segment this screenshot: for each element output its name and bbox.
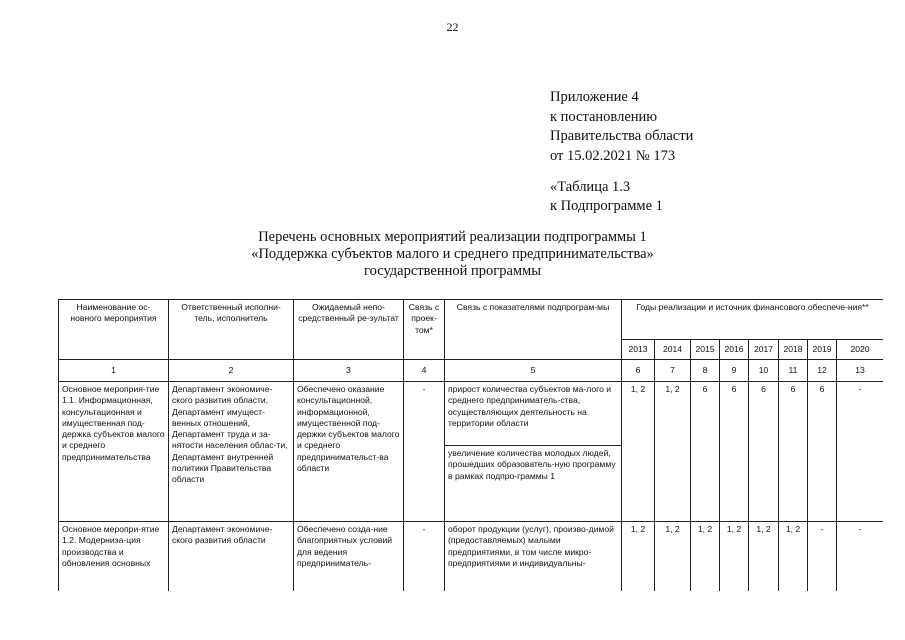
column-number: 5	[445, 360, 622, 382]
table-row	[59, 522, 884, 592]
event-name-cell: Основное меропри-ятие 1.2. Модерниза-ция производства и обновления основных	[59, 522, 169, 592]
column-number: 1	[59, 360, 169, 382]
year-value-cell: 1, 2	[655, 522, 691, 592]
event-name-cell: Основное мероприя-тие 1.1. Информационная, консультационная и имущественная под-держка субъектов малого и среднего предпринимательства	[59, 382, 169, 522]
column-number: 3	[294, 360, 404, 382]
column-number: 7	[655, 360, 691, 382]
project-link-cell: -	[404, 522, 445, 592]
column-number: 12	[808, 360, 837, 382]
appendix-line: Приложение 4	[550, 89, 639, 105]
column-number: 2	[169, 360, 294, 382]
appendix-line: от 15.02.2021 № 173	[550, 147, 676, 164]
column-number: 8	[691, 360, 720, 382]
year-value-cell: -	[837, 522, 884, 592]
result-cell: Обеспечено созда-ние благоприятных условий для ведения предприниматель-	[294, 522, 404, 592]
table-reference-line: «Таблица 1.3	[550, 179, 631, 195]
header-year: 2014	[655, 340, 691, 360]
column-number: 4	[404, 360, 445, 382]
executor-cell: Департамент экономиче-ского развития области, Департамент имущест-венных отношений, Департамент труда и за-нятости населения облас-ти, Департамент внутренней политики Правительства области	[169, 382, 294, 522]
header-year: 2020	[837, 340, 884, 360]
year-value-cell: 1, 2	[720, 522, 749, 592]
column-number: 6	[622, 360, 655, 382]
year-value-cell: 1, 2	[779, 522, 808, 592]
appendix-line: Правительства области	[550, 128, 694, 144]
title-line: Перечень основных мероприятий реализации подпрограммы 1	[258, 229, 647, 245]
table-reference	[550, 178, 663, 216]
header-indicators-link: Связь с показателями подпрограм-мы	[445, 300, 622, 360]
year-value-cell: 6	[808, 382, 837, 522]
header-years-group: Годы реализации и источник финансового обеспече-ния**	[622, 300, 884, 340]
header-year: 2015	[691, 340, 720, 360]
project-link-cell: -	[404, 382, 445, 522]
year-value-cell: 1, 2	[622, 382, 655, 522]
year-value-cell: 6	[779, 382, 808, 522]
result-cell: Обеспечено оказание консультационной, информационной, имущественной под-держки субъектов малого и среднего предпринимательст-ва области	[294, 382, 404, 522]
table-row	[59, 382, 884, 446]
page-number: 22	[446, 20, 459, 34]
year-value-cell: 6	[749, 382, 779, 522]
appendix-line: к постановлению	[550, 108, 658, 125]
year-value-cell: 1, 2	[655, 382, 691, 522]
year-value-cell: 1, 2	[749, 522, 779, 592]
events-table	[58, 299, 883, 591]
events-table-container	[58, 299, 883, 591]
year-value-cell: 6	[720, 382, 749, 522]
title-line: «Поддержка субъектов малого и среднего предпринимательства»	[251, 246, 654, 262]
header-event-name: Наименование ос-новного мероприятия	[59, 300, 169, 360]
appendix-note	[550, 88, 693, 166]
header-year: 2013	[622, 340, 655, 360]
header-executor: Ответственный исполни-тель, исполнитель	[169, 300, 294, 360]
title-line: государственной программы	[364, 263, 541, 279]
table-reference-line: к Подпрограмме 1	[550, 198, 663, 214]
column-number: 13	[837, 360, 884, 382]
document-title	[0, 229, 905, 280]
year-value-cell: -	[837, 382, 884, 522]
header-year: 2017	[749, 340, 779, 360]
column-number: 9	[720, 360, 749, 382]
year-value-cell: -	[808, 522, 837, 592]
executor-cell: Департамент экономиче-ского развития области	[169, 522, 294, 592]
header-year: 2018	[779, 340, 808, 360]
column-numbers-row	[59, 360, 884, 382]
year-value-cell: 1, 2	[691, 522, 720, 592]
indicator-cell: увеличение количества молодых людей, прошедших образователь-ную программу в рамках подпро-граммы 1	[445, 446, 622, 522]
header-year: 2019	[808, 340, 837, 360]
indicator-cell: прирост количества субъектов ма-лого и среднего предприниматель-ства, осуществляющих деятельность на территории области	[445, 382, 622, 446]
column-number: 10	[749, 360, 779, 382]
indicator-cell: оборот продукции (услуг), произво-димой (предоставляемых) малыми предприятиями, в том числе микро-предприятиями и индивидуальны-	[445, 522, 622, 592]
header-year: 2016	[720, 340, 749, 360]
year-value-cell: 6	[691, 382, 720, 522]
header-project-link: Связь с проек-том*	[404, 300, 445, 360]
column-number: 11	[779, 360, 808, 382]
header-expected-result: Ожидаемый непо-средственный ре-зультат	[294, 300, 404, 360]
year-value-cell: 1, 2	[622, 522, 655, 592]
